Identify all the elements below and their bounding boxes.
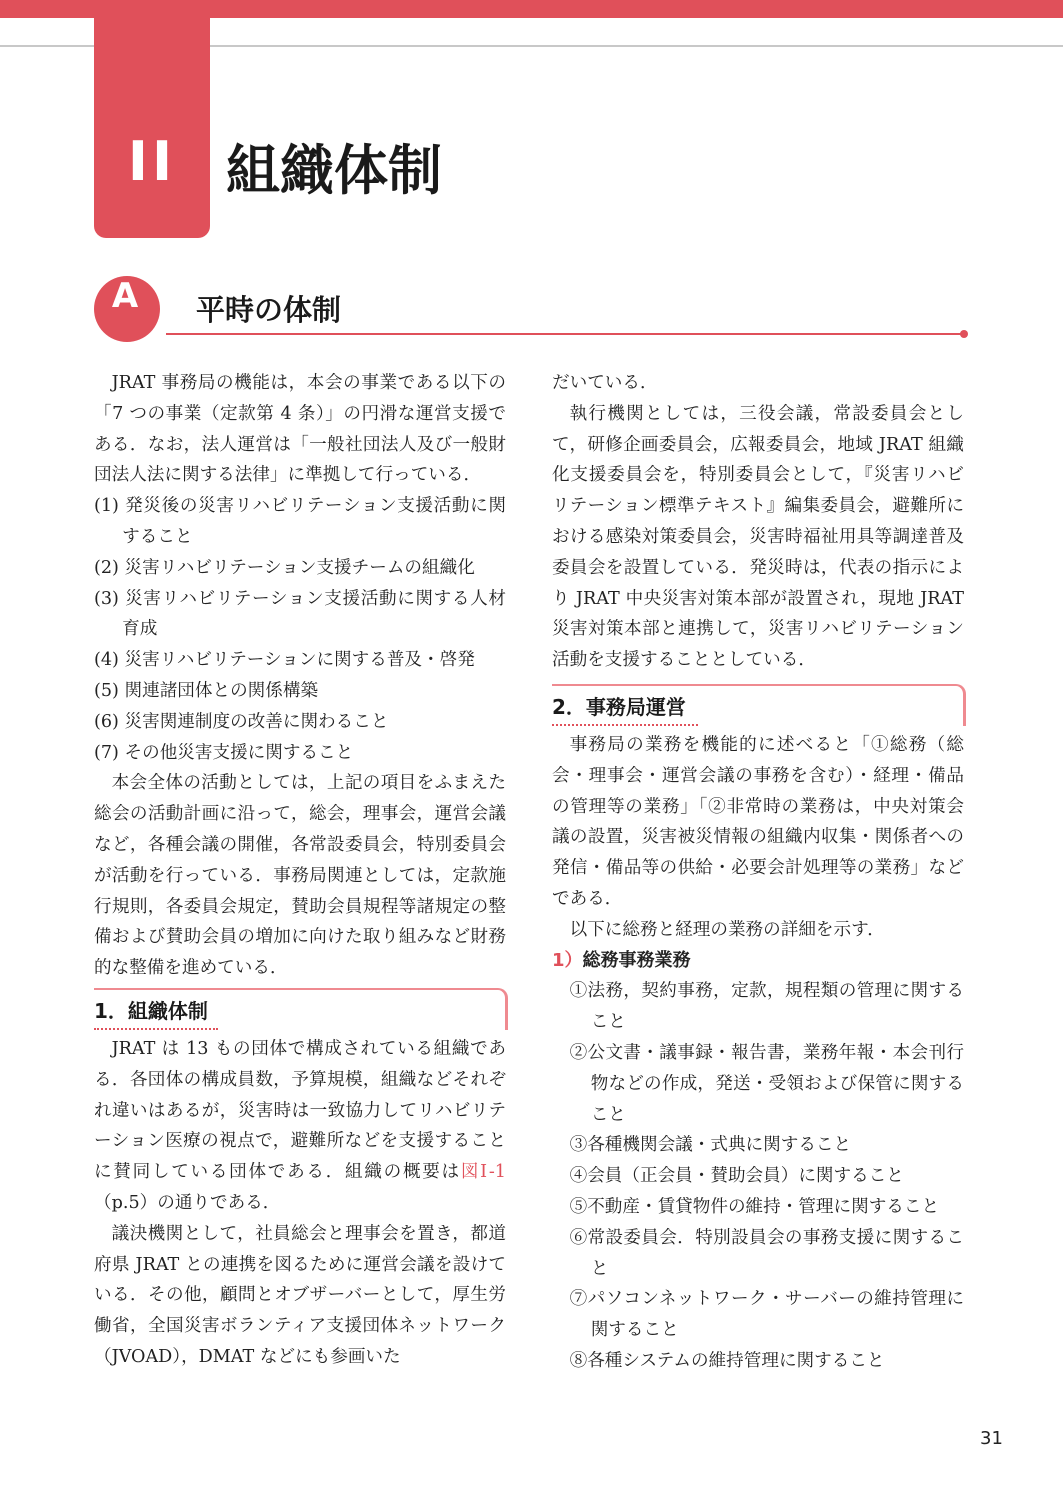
section-rule	[166, 333, 962, 335]
list-item: (3) 災害リハビリテーション支援活動に関する人材育成	[94, 588, 506, 640]
section-title: 平時の体制	[196, 293, 342, 327]
list-item: ⑥常設委員会．特別設員会の事務支援に関すること	[569, 1227, 964, 1279]
subheading-organization: 1．組織体制	[94, 998, 208, 1023]
subheading-underline	[552, 724, 698, 726]
list-item: (6) 災害関連制度の改善に関わること	[94, 711, 389, 732]
chapter-number: II	[127, 130, 177, 193]
executive-paragraph: 執行機関としては，三役会議，常設委員会として，研修企画委員会，広報委員会，地域 JRAT 組織化支援委員会を，特別委員会として，『災害リハビリテーション標準テキスト』編集委員会，避難所における感染対策委員会，災害時福祉用具等調達普及委員会を設置している．発災時は，代表の指示により JRAT 中央災害対策本部が設置され，現地 JRAT 災害対策本部と連携して，災害リハビリテーション活動を支援することとしている．	[552, 403, 964, 671]
list-item: ①法務，契約事務，定款，規程類の管理に関すること	[569, 981, 964, 1033]
list-item: (2) 災害リハビリテーション支援チームの組織化	[94, 557, 475, 578]
subheading-underline	[94, 1028, 218, 1030]
page-number: 31	[980, 1428, 1003, 1449]
subheading-box	[94, 988, 506, 1028]
section-letter: A	[111, 276, 139, 316]
organization-text-a: JRAT は 13 もの団体で構成されている組織である．各団体の構成員数，予算規模，組織などそれぞれ違いはあるが，災害時は一致協力してリハビリテーション医療の視点で，避難所などを支援することに賛同している団体である．組織の概要は	[94, 1038, 506, 1183]
organization-text-b: （p.5）の通りである．	[94, 1192, 281, 1213]
chapter-tab	[94, 0, 210, 238]
subheading-office: 2．事務局運営	[552, 694, 686, 719]
list-item: (4) 災害リハビリテーションに関する普及・啓発	[94, 650, 475, 671]
chapter-title: 組織体制	[226, 139, 442, 202]
activities-paragraph: 本会全体の活動としては，上記の項目をふまえた総会の活動計画に沿って，総会，理事会，運営会議など，各種会議の開催，各常設委員会，特別委員会が活動を行っている．事務局関連としては，定款施行規則，各委員会規定，賛助会員規程等諸規定の整備および賛助会員の増加に向けた取り組みなど財務的な整備を進めている．	[94, 773, 506, 979]
section-badge	[94, 276, 160, 342]
subheading-box	[552, 684, 964, 724]
list-item: (1) 発災後の災害リハビリテーション支援活動に関すること	[94, 496, 506, 547]
governance-paragraph: 議決機関として，社員総会と理事会を置き，都道府県 JRAT との連携を図るために運営会議を設けている．その他，顧問とオブザーバーとして，厚生労働省，全国災害ボランティア支援団体ネットワーク（JVOAD），DMAT などにも参画いた	[94, 1223, 506, 1367]
figure-link[interactable]: 図Ⅰ-1	[460, 1162, 506, 1183]
sub-subheading	[552, 946, 964, 977]
continued-text: だいている．	[552, 373, 658, 393]
section-rule-dot	[960, 330, 968, 338]
list-item: ⑧各種システムの維持管理に関すること	[569, 1350, 885, 1371]
organization-paragraph	[94, 1034, 506, 1219]
list-item: ④会員（正会員・賛助会員）に関すること	[569, 1166, 904, 1187]
sub-subheading-number: 1）	[552, 949, 583, 971]
list-item: ⑤不動産・賃貸物件の維持・管理に関すること	[569, 1196, 940, 1217]
left-column	[94, 368, 506, 1373]
right-column	[552, 368, 964, 1377]
list-item: (7) その他災害支援に関すること	[94, 742, 354, 763]
list-item: (5) 関連諸団体との関係構築	[94, 680, 319, 701]
intro-paragraph: JRAT 事務局の機能は，本会の事業である以下の「7 つの事業（定款第 4 条）」の円滑な運営支援である．なお，法人運営は「一般社団法人及び一般財団法人法に関する法律」に準拠して行っている．	[94, 373, 506, 486]
detail-intro: 以下に総務と経理の業務の詳細を示す．	[569, 919, 885, 940]
list-item: ⑦パソコンネットワーク・サーバーの維持管理に関すること	[569, 1289, 964, 1341]
list-item: ③各種機関会議・式典に関すること	[569, 1135, 852, 1156]
list-item: ②公文書・議事録・報告書，業務年報・本会刊行物などの作成，発送・受領および保管に関すること	[569, 1042, 964, 1125]
office-paragraph: 事務局の業務を機能的に述べると「①総務（総会・理事会・運営会議の事務を含む）・経理・備品の管理等の業務」「②非常時の業務は，中央対策会議の設置，災害被災情報の組織内収集・関係者への発信・備品等の供給・必要会計処理等の業務」などである．	[552, 734, 964, 909]
sub-subheading-title: 総務事務業務	[582, 949, 691, 971]
